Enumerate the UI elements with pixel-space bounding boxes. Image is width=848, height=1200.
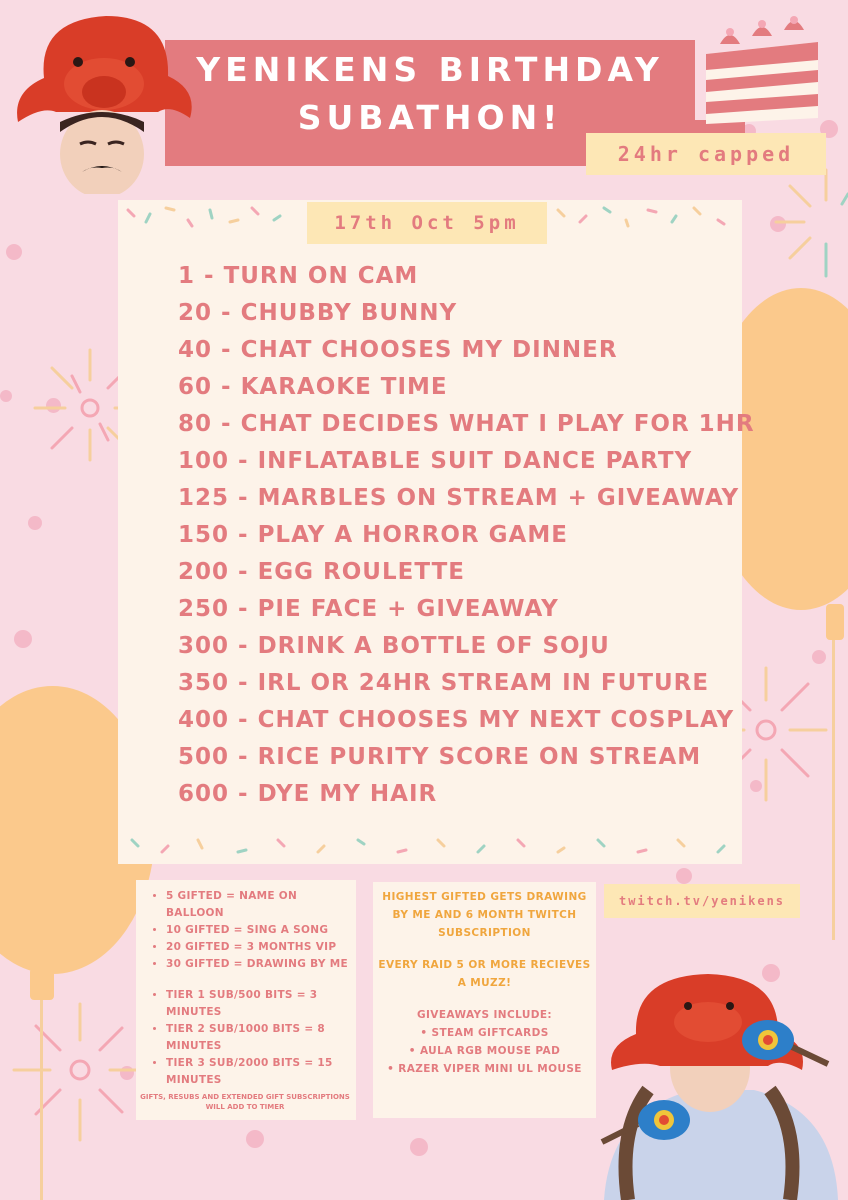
page-title-line2: SUBATHON! (297, 98, 563, 137)
polka-dot (14, 630, 32, 648)
polka-dot (246, 1130, 264, 1148)
page-title-line1: YENIKENS BIRTHDAY (196, 50, 664, 89)
polka-dot (6, 244, 22, 260)
polka-dot (0, 390, 12, 402)
sub-rule-item: • TIER 1 SUB/500 BITS = 3 MINUTES (166, 987, 356, 1021)
giveaway-label: RAZER VIPER MINI UL MOUSE (398, 1063, 582, 1075)
goal-item: 600 - DYE MY HAIR (178, 781, 438, 807)
gifted-rule-item: • 5 GIFTED = NAME ON BALLOON (166, 888, 356, 922)
giveaway-item: • RAZER VIPER MINI UL MOUSE (387, 1063, 582, 1075)
red-octopus-hat-avatar (8, 14, 192, 194)
goal-item: 80 - CHAT DECIDES WHAT I PLAY FOR 1HR (178, 411, 755, 437)
capped-badge: 24hr capped (586, 133, 826, 175)
date-badge: 17th Oct 5pm (307, 202, 547, 244)
goal-item: 100 - INFLATABLE SUIT DANCE PARTY (178, 448, 693, 474)
giveaway-item: • AULA RGB MOUSE PAD (408, 1045, 561, 1057)
giveaways-title: GIVEAWAYS INCLUDE: (416, 1009, 553, 1021)
balloon-string (40, 1000, 43, 1200)
goal-item: 1 - TURN ON CAM (178, 263, 419, 289)
birthday-cake-icon (700, 14, 824, 126)
goal-item: 40 - CHAT CHOOSES MY DINNER (178, 337, 618, 363)
giveaway-label: AULA RGB MOUSE PAD (419, 1045, 561, 1057)
balloon-knot (30, 968, 54, 1000)
gifted-rule-item: • 10 GIFTED = SING A SONG (166, 922, 356, 939)
goal-item: 500 - RICE PURITY SCORE ON STREAM (178, 744, 702, 770)
goals-list (178, 258, 755, 813)
goal-item: 60 - KARAOKE TIME (178, 374, 448, 400)
timer-footnote: GIFTS, RESUBS AND EXTENDED GIFT SUBSCRIPTIONS WILL ADD TO TIMER (140, 1093, 350, 1111)
maracas-icon (740, 1016, 830, 1076)
page-title (165, 46, 695, 142)
sub-rules-list (136, 987, 356, 1089)
firework-icon (0, 990, 140, 1150)
goal-item: 400 - CHAT CHOOSES MY NEXT COSPLAY (178, 707, 735, 733)
polka-dot (410, 1138, 428, 1156)
rules-panel (136, 880, 356, 1120)
goal-item: 125 - MARBLES ON STREAM + GIVEAWAY (178, 485, 740, 511)
goal-item: 150 - PLAY A HORROR GAME (178, 522, 568, 548)
goal-item: 200 - EGG ROULETTE (178, 559, 465, 585)
goal-item: 350 - IRL OR 24HR STREAM IN FUTURE (178, 670, 710, 696)
firework-icon (766, 160, 848, 290)
goal-item: 20 - CHUBBY BUNNY (178, 300, 458, 326)
prizes-panel (373, 882, 596, 1118)
giveaway-item: • STEAM GIFTCARDS (420, 1027, 549, 1039)
dancing-avatar (584, 970, 848, 1200)
goal-item: 300 - DRINK A BOTTLE OF SOJU (178, 633, 610, 659)
raid-text: EVERY RAID 5 OR MORE RECIEVES A MUZZ! (378, 959, 591, 989)
gifted-rule-item: • 20 GIFTED = 3 MONTHS VIP (166, 939, 356, 956)
goal-item: 250 - PIE FACE + GIVEAWAY (178, 596, 559, 622)
balloon-string (832, 640, 835, 940)
polka-dot (28, 516, 42, 530)
gifted-rules-list (136, 888, 356, 973)
polka-dot (676, 868, 692, 884)
sub-rule-item: • TIER 3 SUB/2000 BITS = 15 MINUTES (166, 1055, 356, 1089)
sub-rule-item: • TIER 2 SUB/1000 BITS = 8 MINUTES (166, 1021, 356, 1055)
gifted-rule-item: • 30 GIFTED = DRAWING BY ME (166, 956, 356, 973)
maracas-icon (594, 1094, 694, 1154)
giveaway-label: STEAM GIFTCARDS (431, 1027, 549, 1039)
highest-gifted-text: HIGHEST GIFTED GETS DRAWING BY ME AND 6 MONTH TWITCH SUBSCRIPTION (382, 891, 587, 939)
balloon-knot (826, 604, 844, 640)
twitch-link[interactable]: twitch.tv/yenikens (604, 884, 800, 918)
